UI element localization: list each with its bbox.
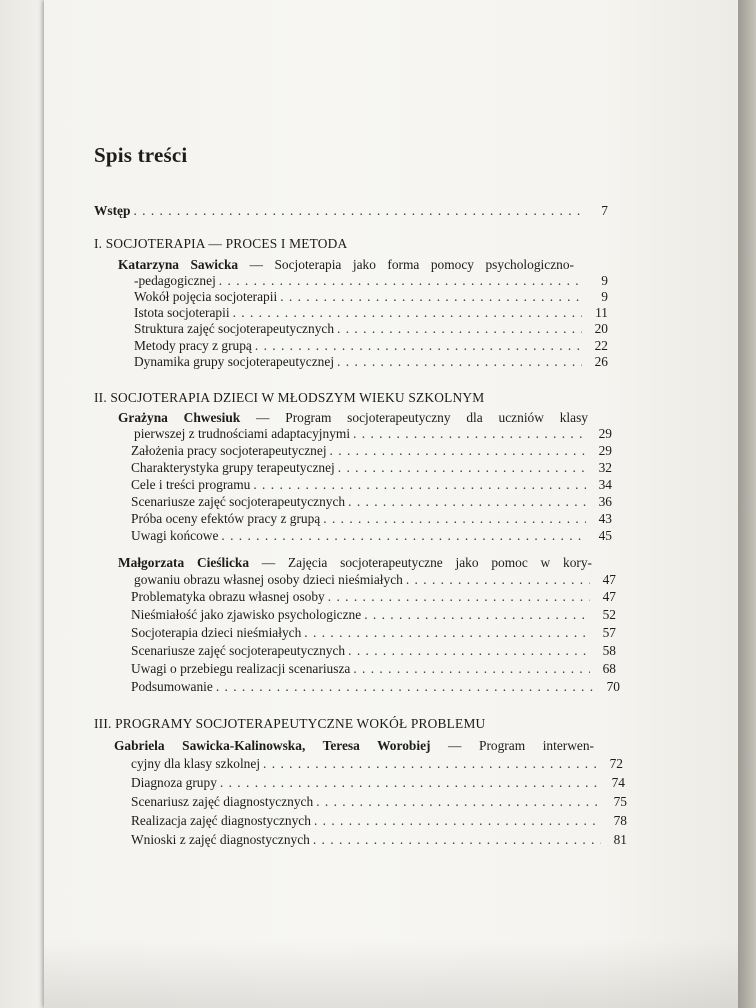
toc-page-number: 81: [613, 832, 627, 847]
toc-entry: [134, 572, 616, 588]
toc-entry-intro: [94, 203, 608, 219]
leader-dots: [255, 338, 582, 354]
toc-entry: [131, 607, 616, 623]
author-title: — Zajęcia socjoterapeutyczne jako pomoc w kory-: [249, 555, 592, 570]
toc-entry-label: Struktura zajęć socjoterapeutycznych: [134, 321, 335, 336]
leader-dots: [314, 813, 601, 829]
leader-dots: [304, 625, 590, 641]
toc-page-number: 29: [598, 426, 612, 441]
leader-dots: [348, 643, 590, 659]
toc-page-number: 7: [601, 203, 608, 218]
toc-entry-label: Scenariusze zajęć socjoterapeutycznych: [131, 643, 346, 658]
toc-page-number: 52: [602, 607, 616, 622]
toc-entry: [131, 477, 612, 493]
toc-entry: [131, 528, 612, 544]
leader-dots: [280, 289, 582, 305]
toc-entry-label: Dynamika grupy socjoterapeutycznej: [134, 354, 335, 369]
toc-entry: [131, 756, 623, 772]
author-title-cont: pierwszej z trudnościami adaptacyjnymi: [134, 426, 351, 441]
author-title: — Socjoterapia jako forma pomocy psychologiczno-: [238, 257, 574, 272]
toc-entry-label: Realizacja zajęć diagnostycznych: [131, 813, 311, 828]
toc-entry: [131, 679, 620, 695]
leader-dots: [353, 661, 590, 677]
author-entry-line: [114, 738, 594, 754]
toc-page-number: 74: [611, 775, 625, 790]
leader-dots: [219, 273, 582, 289]
toc-entry: [134, 289, 608, 305]
leader-dots: [348, 494, 586, 510]
toc-entry-label: Uwagi o przebiegu realizacji scenariusza: [131, 661, 351, 676]
toc-entry-label: Wstęp: [94, 203, 131, 218]
toc-page-number: 9: [601, 289, 608, 304]
toc-entry: [134, 354, 608, 370]
toc-entry-label: Socjoterapia dzieci nieśmiałych: [131, 625, 302, 640]
toc-page-number: 78: [613, 813, 627, 828]
toc-page-number: 34: [598, 477, 612, 492]
toc-page-number: 47: [602, 572, 616, 587]
toc-page-number: 57: [602, 625, 616, 640]
section-heading: I. SOCJOTERAPIA — PROCES I METODA: [94, 236, 348, 251]
toc-entry: [134, 426, 612, 442]
leader-dots: [337, 354, 582, 370]
author-title-cont: cyjny dla klasy szkolnej: [131, 756, 261, 771]
author-entry-line: [118, 257, 574, 273]
toc-entry: [131, 775, 625, 791]
toc-entry-label: Scenariusze zajęć socjoterapeutycznych: [131, 494, 346, 509]
leader-dots: [316, 794, 601, 810]
leader-dots: [133, 203, 582, 219]
page-title: Spis treści: [94, 143, 188, 167]
toc-entry-label: Charakterystyka grupy terapeutycznej: [131, 460, 335, 475]
toc-entry: [134, 305, 608, 321]
leader-dots: [220, 775, 599, 791]
author-entry-line: [118, 410, 588, 426]
toc-entry: [131, 661, 616, 677]
author-entry-line: [118, 555, 592, 571]
toc-entry: [131, 625, 616, 641]
author-title-cont: -pedagogicznej: [134, 273, 216, 288]
author-name: Gabriela Sawicka-Kalinowska, Teresa Worobiej: [114, 738, 431, 753]
toc-entry-label: Próba oceny efektów pracy z grupą: [131, 511, 321, 526]
toc-page-number: 26: [594, 354, 608, 369]
author-title-cont: gowaniu obrazu własnej osoby dzieci nieśmiałych: [134, 572, 403, 587]
leader-dots: [406, 572, 590, 588]
leader-dots: [221, 528, 586, 544]
toc-page-number: 45: [598, 528, 612, 543]
toc-entry-label: Diagnoza grupy: [131, 775, 217, 790]
toc-page-number: 29: [598, 443, 612, 458]
author-title: — Program socjoterapeutyczny dla uczniów klasy: [240, 410, 588, 425]
section-heading: III. PROGRAMY SOCJOTERAPEUTYCZNE WOKÓŁ PROBLEMU: [94, 716, 486, 731]
toc-page-number: 70: [606, 679, 620, 694]
toc-page-number: 58: [602, 643, 616, 658]
toc-page-number: 32: [598, 460, 612, 475]
leader-dots: [263, 756, 597, 772]
leader-dots: [364, 607, 590, 623]
leader-dots: [313, 832, 601, 848]
toc-entry-label: Wokół pojęcia socjoterapii: [134, 289, 278, 304]
author-title: — Program interwen-: [430, 738, 594, 753]
leader-dots: [323, 511, 586, 527]
toc-entry: [131, 511, 612, 527]
leader-dots: [216, 679, 594, 695]
author-name: Grażyna Chwesiuk: [118, 410, 241, 425]
leader-dots: [253, 477, 586, 493]
leader-dots: [337, 321, 582, 337]
toc-page-number: 20: [594, 321, 608, 336]
toc-page-number: 47: [602, 589, 616, 604]
toc-entry: [131, 813, 627, 829]
toc-entry: [131, 589, 616, 605]
author-name: Małgorzata Cieślicka: [118, 555, 250, 570]
toc-page-number: 22: [594, 338, 608, 353]
toc-page-number: 68: [602, 661, 616, 676]
toc-entry-label: Problematyka obrazu własnej osoby: [131, 589, 325, 604]
toc-entry: [134, 273, 608, 289]
leader-dots: [330, 443, 586, 459]
leader-dots: [328, 589, 590, 605]
toc-page-number: 43: [598, 511, 612, 526]
leader-dots: [353, 426, 586, 442]
toc-entry-label: Scenariusz zajęć diagnostycznych: [131, 794, 314, 809]
toc-page-number: 72: [609, 756, 623, 771]
toc-entry-label: Istota socjoterapii: [134, 305, 230, 320]
toc-entry: [131, 494, 612, 510]
toc-entry: [131, 460, 612, 476]
toc-entry-label: Wnioski z zajęć diagnostycznych: [131, 832, 310, 847]
toc-entry-label: Cele i treści programu: [131, 477, 251, 492]
toc-page-number: 9: [601, 273, 608, 288]
section-heading: II. SOCJOTERAPIA DZIECI W MŁODSZYM WIEKU SZKOLNYM: [94, 390, 485, 405]
leader-dots: [338, 460, 586, 476]
toc-entry-label: Założenia pracy socjoterapeutycznej: [131, 443, 327, 458]
toc-entry: [131, 643, 616, 659]
toc-entry-label: Metody pracy z grupą: [134, 338, 252, 353]
toc-entry: [131, 443, 612, 459]
toc-entry-label: Nieśmiałość jako zjawisko psychologiczne: [131, 607, 362, 622]
toc-entry-label: Podsumowanie: [131, 679, 213, 694]
leader-dots: [233, 305, 582, 321]
toc-page-number: 75: [613, 794, 627, 809]
toc-page-number: 36: [598, 494, 612, 509]
toc-entry: [134, 321, 608, 337]
toc-page-number: 11: [595, 305, 608, 320]
author-name: Katarzyna Sawicka: [118, 257, 239, 272]
toc-entry: [131, 794, 627, 810]
toc-entry-label: Uwagi końcowe: [131, 528, 219, 543]
toc-entry: [131, 832, 627, 848]
toc-entry: [134, 338, 608, 354]
